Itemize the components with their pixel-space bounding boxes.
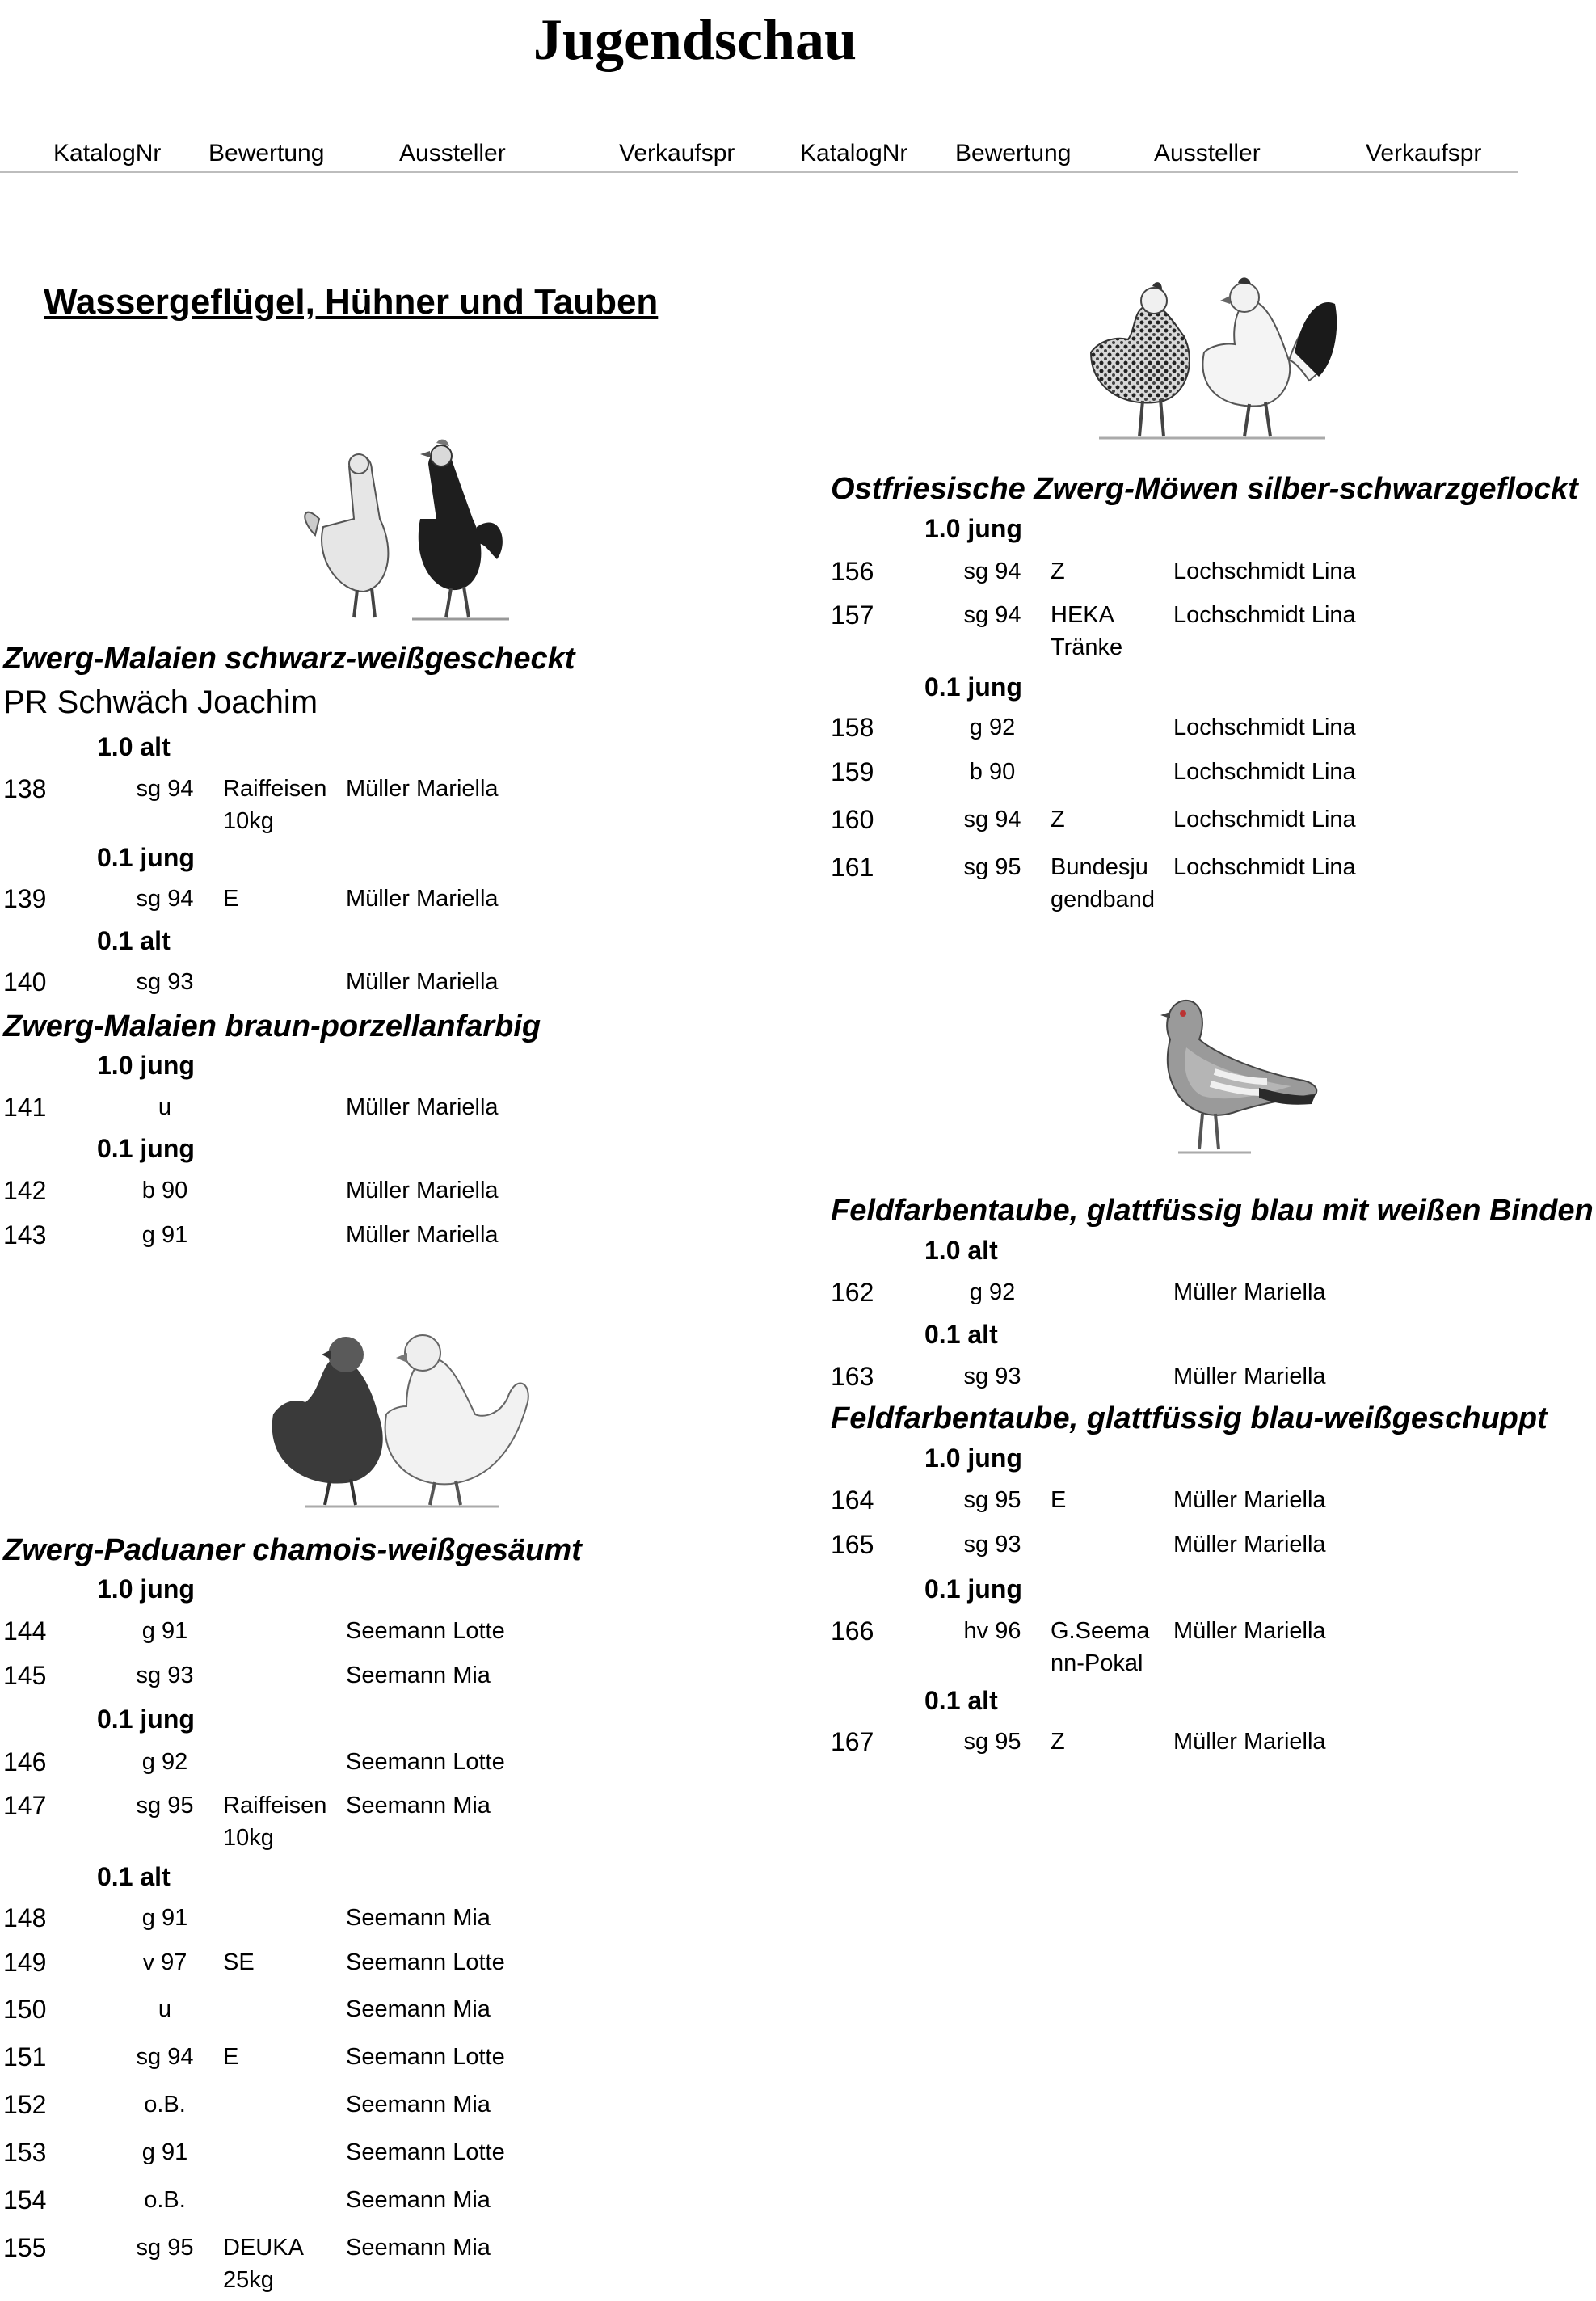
catalog-number: 162 [831, 1278, 874, 1307]
rating: g 92 [969, 1279, 1016, 1305]
catalog-number: 139 [3, 884, 47, 913]
header-bewertung: Bewertung [208, 140, 325, 166]
rating: sg 94 [136, 2044, 194, 2070]
exhibitor: Müller Mariella [346, 1178, 499, 1203]
catalog-number: 144 [3, 1616, 47, 1646]
table-row [3, 1615, 795, 1647]
catalog-number: 152 [3, 2090, 47, 2119]
class-label: 0.1 alt [924, 1320, 998, 1349]
header-aussteller: Aussteller [399, 140, 506, 166]
class-label: 0.1 alt [924, 1686, 998, 1715]
exhibitor: Müller Mariella [1173, 1363, 1326, 1389]
judge-name: PR Schwäch Joachim [3, 685, 318, 720]
rating: b 90 [969, 759, 1016, 785]
rating: sg 95 [963, 854, 1021, 880]
table-row [3, 1091, 795, 1123]
rating: g 91 [141, 2139, 188, 2165]
table-row [3, 2088, 795, 2121]
header-aussteller-2: Aussteller [1154, 140, 1261, 166]
table-row [3, 1659, 795, 1692]
class-label: 1.0 jung [97, 1051, 195, 1080]
catalog-number: 165 [831, 1530, 874, 1559]
rating: sg 95 [136, 1793, 194, 1818]
catalog-number: 149 [3, 1948, 47, 1977]
catalog-number: 155 [3, 2233, 47, 2262]
exhibitor: Lochschmidt Lina [1173, 854, 1356, 880]
prize: HEKA Tränke [1051, 602, 1123, 660]
prize: G.Seemann-Pokal [1051, 1618, 1150, 1676]
table-row [831, 599, 1590, 672]
exhibitor: Müller Mariella [1173, 1729, 1326, 1755]
prize: Z [1051, 807, 1065, 832]
table-row [3, 1746, 795, 1778]
paduan-bantam-pair-icon [257, 1325, 548, 1511]
rating: sg 93 [136, 969, 194, 995]
table-row [831, 711, 1590, 744]
header-bewertung-2: Bewertung [955, 140, 1072, 166]
table-row [831, 555, 1590, 588]
table-row [831, 1615, 1590, 1688]
exhibitor: Müller Mariella [346, 969, 499, 995]
class-label: 0.1 jung [97, 1134, 195, 1163]
rating: sg 93 [963, 1363, 1021, 1389]
catalog-number: 158 [831, 713, 874, 742]
rating: sg 94 [963, 602, 1021, 628]
rating: sg 94 [963, 558, 1021, 584]
class-label: 1.0 jung [924, 514, 1022, 543]
class-label: 0.1 jung [924, 1574, 1022, 1604]
rating: g 91 [141, 1618, 188, 1644]
exhibitor: Seemann Lotte [346, 2139, 505, 2165]
catalog-number: 157 [831, 601, 874, 630]
column-header-bar [0, 136, 1518, 173]
breed-heading: Feldfarbentaube, glattfüssig blau mit weißen Binden [831, 1194, 1594, 1228]
catalog-number: 163 [831, 1362, 874, 1391]
class-label: 0.1 jung [924, 672, 1022, 702]
catalog-number: 167 [831, 1727, 874, 1756]
table-row [3, 1902, 795, 1934]
rating: o.B. [144, 2187, 186, 2213]
exhibitor: Lochschmidt Lina [1173, 558, 1356, 584]
table-row [831, 1528, 1590, 1561]
rating: u [158, 1996, 172, 2022]
exhibitor: Lochschmidt Lina [1173, 759, 1356, 785]
prize: Z [1051, 558, 1065, 584]
prize: E [1051, 1487, 1067, 1513]
rating: b 90 [141, 1178, 188, 1203]
catalog-number: 160 [831, 805, 874, 834]
rating: sg 95 [963, 1487, 1021, 1513]
rating: hv 96 [963, 1618, 1021, 1644]
rating: o.B. [144, 2092, 186, 2118]
table-row [3, 966, 795, 998]
breed-heading: Feldfarbentaube, glattfüssig blau-weißgeschuppt [831, 1401, 1548, 1435]
rating: sg 95 [963, 1729, 1021, 1755]
catalog-number: 146 [3, 1747, 47, 1776]
table-row [831, 1276, 1590, 1309]
prize: Z [1051, 1729, 1065, 1755]
breed-heading: Zwerg-Malaien schwarz-weißgescheckt [3, 642, 575, 676]
rating: sg 94 [136, 886, 194, 912]
exhibitor: Müller Mariella [1173, 1487, 1326, 1513]
class-label: 0.1 jung [97, 1705, 195, 1734]
rating: sg 93 [963, 1532, 1021, 1557]
prize: Raiffeisen 10kg [223, 1793, 327, 1851]
rating: g 91 [141, 1222, 188, 1248]
exhibitor: Seemann Mia [346, 1663, 491, 1688]
rating: sg 94 [136, 776, 194, 802]
catalog-number: 154 [3, 2185, 47, 2215]
exhibitor: Seemann Lotte [346, 1618, 505, 1644]
catalog-number: 141 [3, 1093, 47, 1122]
page-title: Jugendschau [533, 7, 857, 72]
rating: sg 95 [136, 2235, 194, 2261]
rating: sg 93 [136, 1663, 194, 1688]
catalog-number: 138 [3, 774, 47, 803]
exhibitor: Müller Mariella [346, 1222, 499, 1248]
table-row [3, 1946, 795, 1979]
table-row [831, 1726, 1590, 1758]
exhibitor: Seemann Mia [346, 2187, 491, 2213]
exhibitor: Lochschmidt Lina [1173, 602, 1356, 628]
table-row [3, 773, 795, 845]
exhibitor: Seemann Mia [346, 2092, 491, 2118]
catalog-number: 166 [831, 1616, 874, 1646]
class-label: 0.1 alt [97, 926, 171, 955]
exhibitor: Müller Mariella [1173, 1279, 1326, 1305]
catalog-number: 142 [3, 1176, 47, 1205]
class-label: 1.0 alt [924, 1236, 998, 1265]
table-row [3, 1174, 795, 1207]
table-row [3, 1219, 795, 1251]
exhibitor: Müller Mariella [1173, 1618, 1326, 1644]
prize: DEUKA 25kg [223, 2235, 303, 2293]
breed-heading: Zwerg-Paduaner chamois-weißgesäumt [3, 1533, 582, 1567]
table-row [3, 1993, 795, 2025]
catalog-number: 153 [3, 2138, 47, 2167]
exhibitor: Seemann Mia [346, 1996, 491, 2022]
table-row [3, 2041, 795, 2073]
exhibitor: Seemann Lotte [346, 1949, 505, 1975]
class-label: 0.1 jung [97, 843, 195, 872]
prize: Bundesjugendband [1051, 854, 1156, 912]
catalog-number: 147 [3, 1791, 47, 1820]
rating: v 97 [142, 1949, 187, 1975]
rating: g 92 [969, 714, 1016, 740]
malay-bantam-pair-icon [291, 430, 533, 624]
catalog-number: 150 [3, 1995, 47, 2024]
exhibitor: Seemann Lotte [346, 1749, 505, 1775]
exhibitor: Müller Mariella [346, 886, 499, 912]
table-row [3, 2184, 795, 2216]
exhibitor: Müller Mariella [1173, 1532, 1326, 1557]
table-row [831, 756, 1590, 788]
catalog-number: 164 [831, 1486, 874, 1515]
catalog-number: 159 [831, 757, 874, 786]
table-row [831, 1484, 1590, 1516]
exhibitor: Seemann Lotte [346, 2044, 505, 2070]
east-frisian-gull-bantam-pair-icon [1083, 272, 1341, 446]
rating: g 92 [141, 1749, 188, 1775]
prize: E [223, 886, 239, 912]
table-row [831, 1360, 1590, 1393]
exhibitor: Lochschmidt Lina [1173, 807, 1356, 832]
header-katalognr-2: KatalogNr [800, 140, 908, 166]
exhibitor: Müller Mariella [346, 1094, 499, 1120]
prize: SE [223, 1949, 255, 1975]
rating: g 91 [141, 1905, 188, 1931]
header-verkaufspr-2: Verkaufspr [1366, 140, 1482, 166]
class-label: 1.0 jung [97, 1574, 195, 1604]
catalog-number: 156 [831, 557, 874, 586]
class-label: 1.0 jung [924, 1443, 1022, 1473]
exhibitor: Seemann Mia [346, 2235, 491, 2261]
header-katalognr: KatalogNr [53, 140, 162, 166]
rating: sg 94 [963, 807, 1021, 832]
class-label: 1.0 alt [97, 732, 171, 761]
table-row [831, 803, 1590, 836]
table-row [3, 883, 795, 915]
table-row [831, 851, 1590, 924]
table-row [3, 1789, 795, 1862]
pigeon-icon [1138, 991, 1324, 1177]
table-row [3, 2231, 795, 2299]
class-label: 0.1 alt [97, 1862, 171, 1891]
catalog-number: 148 [3, 1903, 47, 1932]
catalog-number: 143 [3, 1220, 47, 1250]
exhibitor: Müller Mariella [346, 776, 499, 802]
catalog-number: 161 [831, 853, 874, 882]
exhibitor: Seemann Mia [346, 1793, 491, 1818]
catalog-number: 145 [3, 1661, 47, 1690]
catalog-number: 140 [3, 967, 47, 997]
prize: Raiffeisen 10kg [223, 776, 327, 834]
breed-heading: Zwerg-Malaien braun-porzellanfarbig [3, 1009, 541, 1043]
rating: u [158, 1094, 172, 1120]
breed-heading: Ostfriesische Zwerg-Möwen silber-schwarzgeflockt [831, 472, 1578, 506]
catalog-number: 151 [3, 2042, 47, 2071]
header-verkaufspr: Verkaufspr [619, 140, 735, 166]
prize: E [223, 2044, 239, 2070]
exhibitor: Lochschmidt Lina [1173, 714, 1356, 740]
exhibitor: Seemann Mia [346, 1905, 491, 1931]
table-row [3, 2136, 795, 2168]
section-title: Wassergeflügel, Hühner und Tauben [44, 282, 659, 322]
